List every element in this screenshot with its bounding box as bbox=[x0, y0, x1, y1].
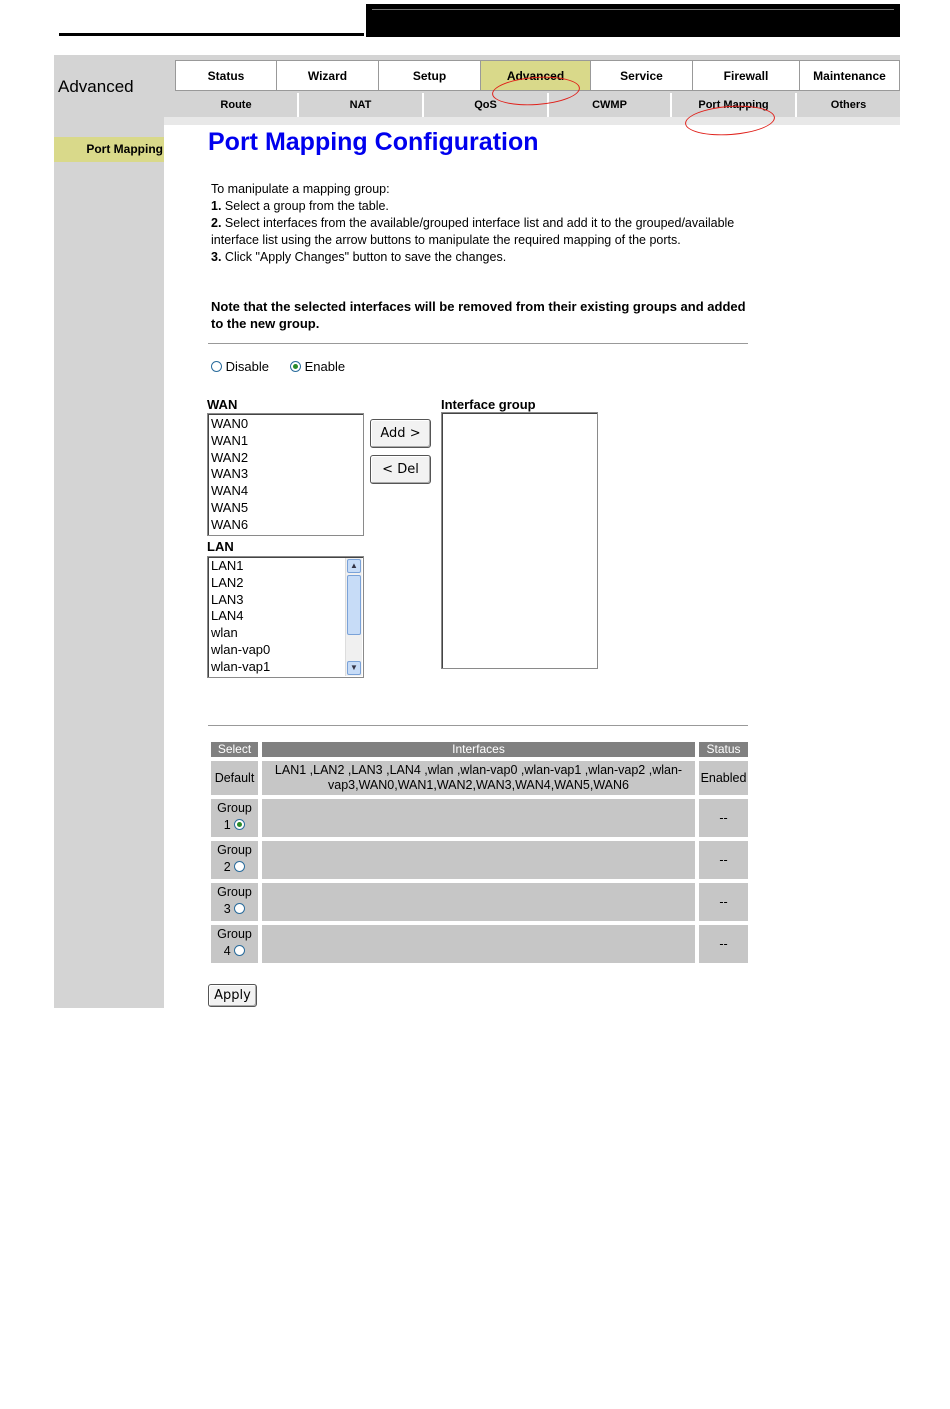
list-item[interactable]: LAN2 bbox=[211, 574, 244, 590]
disable-option[interactable] bbox=[211, 359, 269, 374]
instructions-intro: To manipulate a mapping group: bbox=[211, 182, 390, 196]
instruction-step-3: 3. Click "Apply Changes" button to save the changes. bbox=[211, 250, 507, 264]
group-3-radio[interactable] bbox=[234, 903, 245, 914]
lan-label: LAN bbox=[207, 539, 234, 554]
tab-maintenance[interactable]: Maintenance bbox=[799, 60, 900, 91]
subtab-others[interactable]: Others bbox=[830, 99, 867, 111]
lan-listbox[interactable] bbox=[207, 556, 364, 678]
tab-setup[interactable]: Setup bbox=[378, 60, 481, 91]
group-2-label: Group bbox=[217, 843, 252, 857]
subtab-port-mapping[interactable]: Port Mapping bbox=[672, 93, 797, 117]
default-row-status: Enabled bbox=[699, 761, 748, 795]
instruction-step-2: 2. Select interfaces from the available/grouped interface list and add it to the grouped/available interface list using the arrow buttons to manipulate the required mapping of the ports. bbox=[211, 216, 735, 247]
enable-radio[interactable] bbox=[290, 361, 301, 372]
wan-listbox[interactable] bbox=[207, 413, 364, 536]
group-1-interfaces bbox=[262, 799, 695, 837]
group-1-status: -- bbox=[699, 799, 748, 837]
subtab-cwmp[interactable]: CWMP bbox=[549, 93, 672, 117]
list-item[interactable]: WAN4 bbox=[211, 483, 249, 499]
group-2-select[interactable] bbox=[211, 841, 258, 879]
default-row-interfaces-line1: LAN1 ,LAN2 ,LAN3 ,LAN4 ,wlan ,wlan-vap0 ,wlan-vap1 ,wlan-vap2 ,wlan- bbox=[274, 763, 683, 777]
table-header-select: Select bbox=[211, 742, 258, 757]
list-item[interactable]: LAN3 bbox=[211, 591, 244, 607]
group-4-radio[interactable] bbox=[234, 945, 245, 956]
tab-service[interactable]: Service bbox=[590, 60, 693, 91]
tab-status[interactable]: Status bbox=[175, 60, 277, 91]
scroll-thumb[interactable] bbox=[347, 575, 361, 635]
group-4-label: Group bbox=[217, 927, 252, 941]
group-2-number: 2 bbox=[223, 860, 231, 874]
group-3-number: 3 bbox=[223, 902, 231, 916]
add-button[interactable]: Add > bbox=[370, 419, 431, 448]
subtab-route[interactable]: Route bbox=[175, 93, 299, 117]
group-4-interfaces bbox=[262, 925, 695, 963]
list-item[interactable]: WAN0 bbox=[211, 416, 249, 431]
instructions bbox=[211, 181, 751, 266]
default-row-select: Default bbox=[211, 761, 258, 795]
group-1-select[interactable] bbox=[211, 799, 258, 837]
sidebar-item-port-mapping[interactable]: Port Mapping bbox=[54, 137, 164, 162]
divider bbox=[208, 343, 748, 344]
group-2-status: -- bbox=[699, 841, 748, 879]
group-3-interfaces bbox=[262, 883, 695, 921]
group-1-radio[interactable] bbox=[234, 819, 245, 830]
wan-label: WAN bbox=[207, 397, 238, 412]
page-title: Port Mapping Configuration bbox=[208, 128, 539, 156]
list-item[interactable]: WAN3 bbox=[211, 466, 249, 482]
group-1-number: 1 bbox=[223, 818, 231, 832]
disable-radio[interactable] bbox=[211, 361, 222, 372]
list-item[interactable]: WAN2 bbox=[211, 449, 249, 465]
enable-label: Enable bbox=[304, 359, 346, 374]
tab-advanced[interactable]: Advanced bbox=[480, 60, 591, 91]
del-button[interactable]: < Del bbox=[370, 455, 431, 484]
subtab-nat[interactable]: NAT bbox=[299, 93, 424, 117]
list-item[interactable]: LAN1 bbox=[211, 558, 244, 573]
list-item[interactable]: WAN5 bbox=[211, 499, 249, 515]
document-header-rule bbox=[59, 33, 364, 36]
group-4-select[interactable] bbox=[211, 925, 258, 963]
disable-label: Disable bbox=[225, 359, 269, 374]
table-header-interfaces: Interfaces bbox=[262, 742, 695, 757]
content-top-divider bbox=[54, 117, 900, 125]
instruction-step-1: 1. Select a group from the table. bbox=[211, 199, 389, 213]
group-1-label: Group bbox=[217, 801, 252, 815]
list-item[interactable]: LAN4 bbox=[211, 608, 244, 624]
group-2-radio[interactable] bbox=[234, 861, 245, 872]
list-item[interactable]: wlan-vap0 bbox=[211, 641, 271, 657]
default-row-interfaces bbox=[262, 761, 695, 795]
interface-group-label: Interface group bbox=[441, 397, 536, 412]
tab-firewall[interactable]: Firewall bbox=[692, 60, 800, 91]
list-item[interactable]: wlan bbox=[211, 625, 238, 641]
scroll-up-icon[interactable]: ▲ bbox=[347, 559, 361, 573]
interface-group-listbox[interactable] bbox=[441, 412, 598, 669]
note-text: Note that the selected interfaces will be removed from their existing groups and added to the new group. bbox=[211, 299, 746, 331]
group-3-status: -- bbox=[699, 883, 748, 921]
group-4-status: -- bbox=[699, 925, 748, 963]
section-title: Advanced bbox=[58, 77, 134, 96]
document-header-bar bbox=[366, 4, 900, 37]
apply-button[interactable]: Apply bbox=[208, 984, 257, 1007]
enable-option[interactable] bbox=[290, 359, 345, 374]
lan-scrollbar[interactable] bbox=[345, 558, 362, 676]
divider bbox=[208, 725, 748, 726]
subtab-qos[interactable]: QoS bbox=[424, 93, 549, 117]
list-item[interactable]: wlan-vap1 bbox=[211, 658, 271, 674]
default-row-interfaces-line2: vap3,WAN0,WAN1,WAN2,WAN3,WAN4,WAN5,WAN6 bbox=[328, 778, 629, 792]
tab-wizard[interactable]: Wizard bbox=[276, 60, 379, 91]
list-item[interactable]: WAN1 bbox=[211, 432, 249, 448]
sidebar bbox=[54, 117, 164, 1008]
group-2-interfaces bbox=[262, 841, 695, 879]
table-header-status: Status bbox=[699, 742, 748, 757]
scroll-down-icon[interactable]: ▼ bbox=[347, 661, 361, 675]
list-item[interactable]: WAN6 bbox=[211, 516, 249, 532]
group-3-label: Group bbox=[217, 885, 252, 899]
group-3-select[interactable] bbox=[211, 883, 258, 921]
subtab-bar bbox=[175, 93, 900, 117]
group-4-number: 4 bbox=[223, 944, 231, 958]
